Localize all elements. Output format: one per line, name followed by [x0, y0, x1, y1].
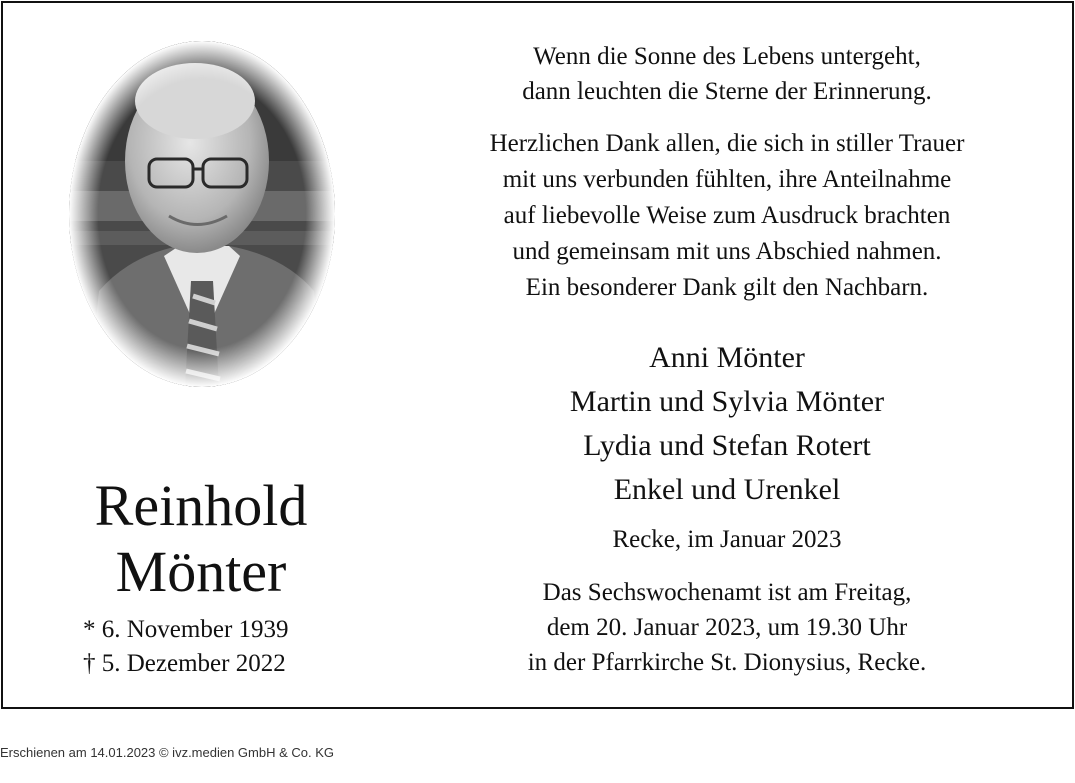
portrait-photo: [69, 41, 335, 387]
service-info: [403, 575, 1051, 680]
place-date: Recke, im Januar 2023: [612, 526, 842, 553]
deceased-first-name: Reinhold: [94, 473, 308, 538]
family-member: Martin und Sylvia Mönter: [569, 385, 885, 418]
service-line: in der Pfarrkirche St. Dionysius, Recke.: [527, 649, 927, 676]
family-member: Lydia und Stefan Rotert: [583, 429, 871, 462]
thanks-line: auf liebevolle Weise zum Ausdruck brachten: [503, 202, 951, 229]
thanks-line: mit uns verbunden fühlten, ihre Anteilnahme: [502, 166, 952, 193]
quote-line: Wenn die Sonne des Lebens untergeht,: [533, 43, 921, 70]
birth-date: * 6. November 1939: [83, 616, 289, 643]
family-member: Anni Mönter: [649, 341, 805, 374]
service-line: Das Sechswochenamt ist am Freitag,: [542, 579, 912, 606]
family-member: Enkel und Urenkel: [613, 473, 841, 506]
service-line: dem 20. Januar 2023, um 19.30 Uhr: [546, 614, 908, 641]
quote-line: dann leuchten die Sterne der Erinnerung.: [522, 78, 932, 105]
thanks-line: Ein besonderer Dank gilt den Nachbarn.: [525, 274, 929, 301]
obituary-notice: [1, 1, 1074, 709]
deceased-last-name: Mönter: [115, 539, 287, 604]
thanks-text: [403, 126, 1051, 306]
family-names: [403, 336, 1051, 512]
memorial-quote: [403, 39, 1051, 109]
publication-footer: Erschienen am 14.01.2023 © ivz.medien GmbH & Co. KG: [0, 745, 335, 760]
death-date: † 5. Dezember 2022: [83, 650, 286, 677]
thanks-line: Herzlichen Dank allen, die sich in stiller Trauer: [489, 130, 965, 157]
thanks-line: und gemeinsam mit uns Abschied nahmen.: [512, 238, 942, 265]
